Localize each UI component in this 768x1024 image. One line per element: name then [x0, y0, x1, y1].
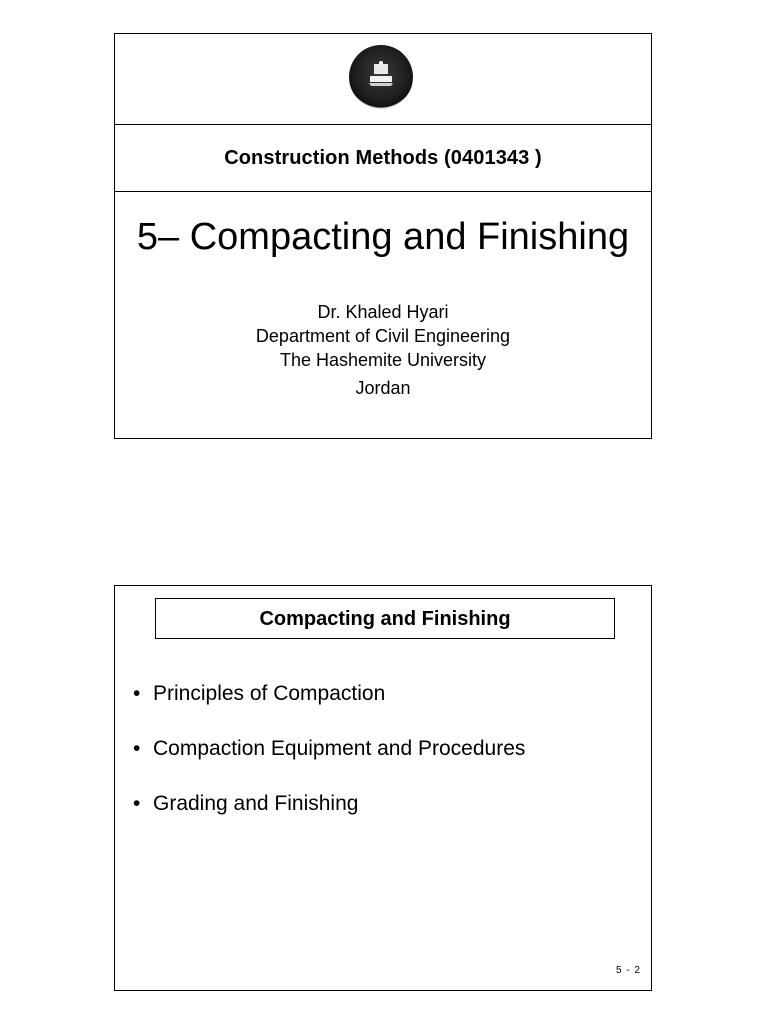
- department: Department of Civil Engineering: [255, 326, 511, 346]
- author-name: Dr. Khaled Hyari: [317, 302, 449, 322]
- seal-emblem-icon: [365, 59, 397, 89]
- title-slide: [114, 33, 652, 439]
- course-title: Construction Methods (0401343 ): [224, 147, 542, 169]
- outline-slide: [114, 585, 652, 991]
- university: The Hashemite University: [279, 350, 487, 370]
- bullet-icon: •: [133, 737, 141, 760]
- author-block: [115, 300, 651, 400]
- bullet-text: Compaction Equipment and Procedures: [153, 737, 526, 760]
- bullet-text: Grading and Finishing: [153, 792, 359, 815]
- bullet-icon: •: [133, 682, 141, 705]
- list-item: [133, 735, 525, 763]
- list-item: [133, 790, 525, 818]
- list-item: [133, 680, 525, 708]
- country: Jordan: [355, 378, 411, 398]
- university-seal-logo: [349, 45, 413, 109]
- logo-band: [115, 34, 651, 125]
- bullet-icon: •: [133, 792, 141, 815]
- slide-title: 5– Compacting and Finishing: [136, 216, 630, 258]
- bullet-text: Principles of Compaction: [153, 682, 386, 705]
- page-number: 5 - 2: [615, 965, 641, 976]
- course-band: [115, 125, 651, 192]
- slide-header: Compacting and Finishing: [155, 598, 615, 639]
- bullet-list: [133, 680, 525, 845]
